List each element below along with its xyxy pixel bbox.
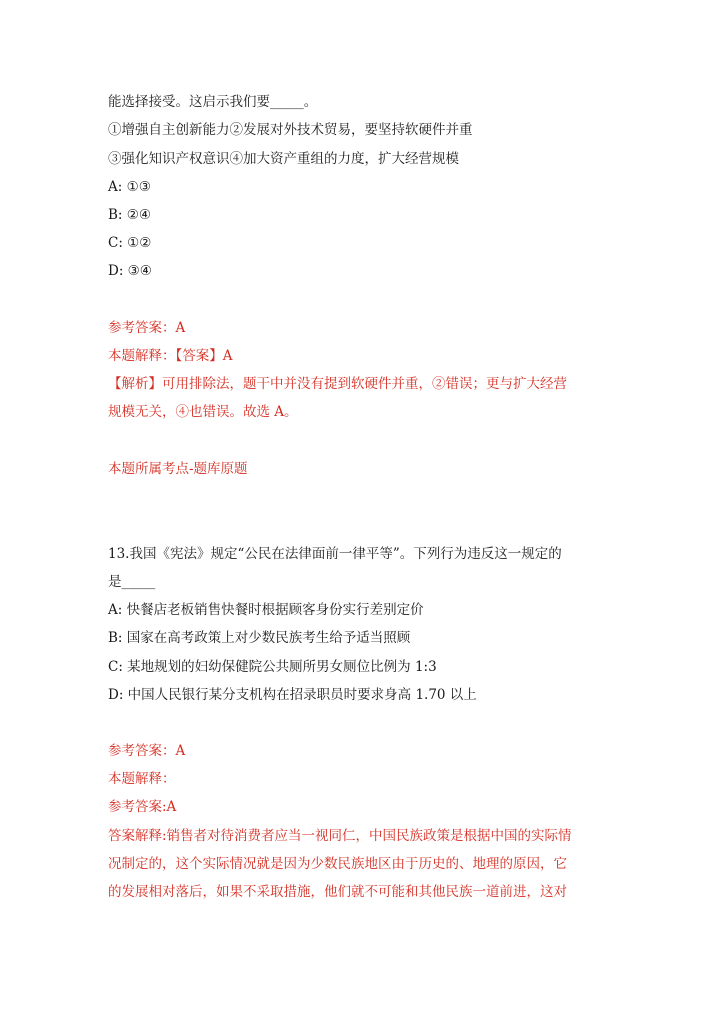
question-13-answer-repeat: 参考答案:A — [108, 799, 177, 815]
question-13-answer: 参考答案：A — [108, 743, 186, 759]
question-12-explanation-title: 本题解释：【答案】A — [108, 348, 233, 364]
question-13-option-b: B: 国家在高考政策上对少数民族考生给予适当照顾 — [108, 630, 411, 646]
question-12-answer: 参考答案：A — [108, 320, 186, 336]
question-12-explanation-line-2: 规模无关，④也错误。故选 A。 — [108, 404, 298, 420]
question-13-option-c: C: 某地规划的妇幼保健院公共厕所男女厕位比例为 1:3 — [108, 659, 437, 675]
question-13-explanation-line-3: 的发展相对落后，如果不采取措施，他们就不可能和其他民族一道前进，这对 — [108, 884, 567, 900]
question-12-option-d: D: ③④ — [108, 263, 152, 279]
question-13-option-d: D: 中国人民银行某分支机构在招录职员时要求身高 1.70 以上 — [108, 687, 477, 703]
question-13-explanation-title: 本题解释： — [108, 771, 176, 787]
question-13-explanation-line-2: 况制定的，这个实际情况就是因为少数民族地区由于历史的、地理的原因，它 — [108, 856, 567, 872]
question-12-option-b: B: ②④ — [108, 207, 151, 223]
question-12-statement-2: ③强化知识产权意识④加大资产重组的力度，扩大经营规模 — [108, 151, 459, 167]
question-13-stem-line-2: 是_____ — [108, 574, 156, 590]
question-12-option-a: A: ①③ — [108, 179, 151, 195]
question-12-statement-1: ①增强自主创新能力②发展对外技术贸易，要坚持软硬件并重 — [108, 122, 473, 138]
question-12-source: 本题所属考点-题库原题 — [108, 461, 248, 477]
question-13-option-a: A: 快餐店老板销售快餐时根据顾客身份实行差别定价 — [108, 602, 424, 618]
question-12-explanation-line-1: 【解析】可用排除法，题干中并没有提到软硬件并重，②错误；更与扩大经营 — [108, 376, 567, 392]
question-12-stem-tail: 能选择接受。这启示我们要_____。 — [108, 94, 318, 110]
question-13-explanation-line-1: 答案解释:销售者对待消费者应当一视同仁，中国民族政策是根据中国的实际情 — [108, 828, 572, 844]
question-12-option-c: C: ①② — [108, 235, 152, 251]
question-13-stem-line-1: 13.我国《宪法》规定“公民在法律面前一律平等”。下列行为违反这一规定的 — [108, 546, 562, 562]
